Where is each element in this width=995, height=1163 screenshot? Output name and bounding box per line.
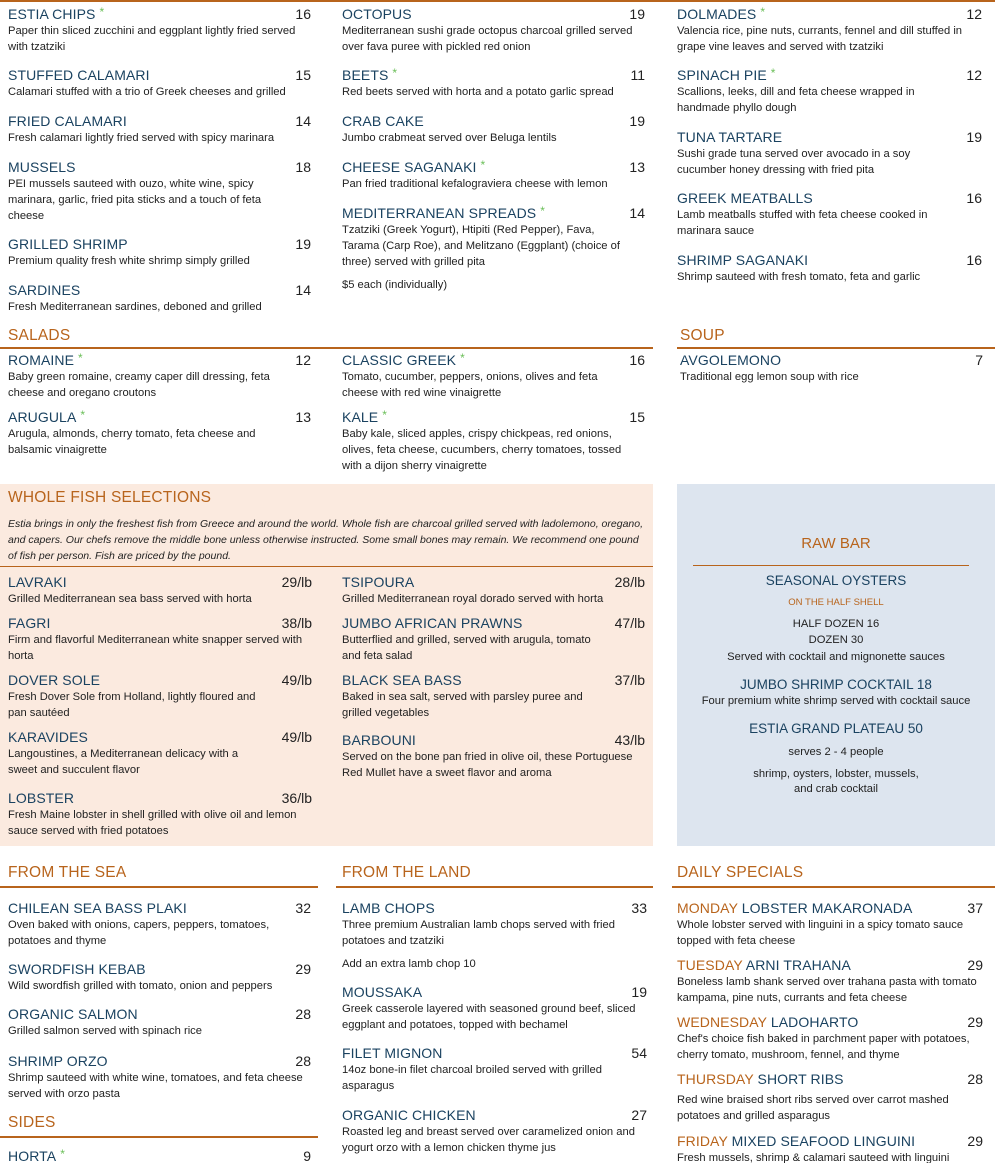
special-day: FRIDAY — [677, 1133, 728, 1149]
menu-item — [342, 1107, 647, 1156]
salads-rule — [0, 347, 653, 349]
item-name: STUFFED CALAMARI — [8, 67, 150, 83]
item-name: BEETS * — [342, 66, 398, 83]
veg-star: * — [80, 408, 86, 422]
oysters-dozen: DOZEN 30 — [808, 634, 864, 646]
item-price: 38/lb — [281, 615, 312, 631]
item-price: 16 — [966, 190, 982, 206]
item-description: Arugula, almonds, cherry tomato, feta cheese and balsamic vinaigrette — [8, 428, 256, 456]
item-name: LAMB CHOPS — [342, 900, 435, 916]
item-description: Boneless lamb shank served over trahana pasta with tomato kampama, pine nuts, currants and feta cheese — [677, 976, 977, 1004]
oysters-name: SEASONAL OYSTERS — [765, 573, 907, 588]
item-price: 19 — [295, 236, 311, 252]
item-name: GREEK MEATBALLS — [677, 190, 813, 206]
item-description: Grilled salmon served with spinach rice — [8, 1025, 202, 1037]
item-price: 19 — [631, 984, 647, 1000]
veg-star: * — [392, 66, 398, 80]
item-description: Scallions, leeks, dill and feta cheese wrapped in handmade phyllo dough — [677, 86, 915, 114]
special-day: THURSDAY — [677, 1071, 754, 1087]
item-price: 11 — [630, 67, 645, 83]
item-price: 14 — [629, 205, 645, 221]
item-description: Greek casserole layered with seasoned ground beef, sliced eggplant and potatoes, topped with bechamel — [342, 1003, 636, 1031]
item-description: Baked in sea salt, served with parsley puree and grilled vegetables — [342, 691, 583, 719]
menu-item — [8, 961, 311, 994]
item-description: PEI mussels sauteed with ouzo, white wine, spicy marinara, garlic, fried pita sticks and a touch of feta cheese — [8, 178, 262, 222]
oysters-half-dozen: HALF DOZEN 16 — [792, 618, 880, 630]
item-price: 37 — [967, 900, 983, 916]
menu-item — [8, 159, 311, 224]
menu-item — [342, 615, 645, 664]
special-item — [677, 900, 983, 949]
whole-fish-title: WHOLE FISH SELECTIONS — [8, 489, 212, 506]
item-price: 47/lb — [614, 615, 645, 631]
menu-item — [342, 574, 645, 607]
item-name: MONDAY LOBSTER MAKARONADA — [677, 900, 913, 916]
menu-item — [342, 984, 647, 1033]
from-the-sea-title: FROM THE SEA — [8, 864, 127, 881]
item-name: TUNA TARTARE — [677, 129, 783, 145]
daily-specials-title: DAILY SPECIALS — [677, 864, 804, 881]
item-name: ESTIA CHIPS * — [8, 5, 105, 22]
item-description: Pan fried traditional kefalograviera cheese with lemon — [342, 178, 608, 190]
menu-item — [8, 900, 311, 949]
menu-item — [8, 1053, 311, 1102]
item-name: THURSDAY SHORT RIBS — [677, 1071, 844, 1087]
item-name: GRILLED SHRIMP — [8, 236, 128, 252]
from-the-sea-rule — [0, 886, 318, 888]
special-day: TUESDAY — [677, 957, 743, 973]
item-name: SARDINES — [8, 282, 81, 298]
spreads-note: $5 each (individually) — [342, 279, 448, 291]
item-price: 7 — [975, 352, 983, 368]
menu-item — [8, 67, 311, 100]
veg-star: * — [540, 204, 546, 218]
item-price: 32 — [295, 900, 311, 916]
menu-item — [342, 732, 645, 781]
item-price: 29 — [295, 961, 311, 977]
menu-item — [342, 205, 645, 270]
item-price: 15 — [295, 67, 311, 83]
menu-item — [342, 672, 645, 721]
special-item — [677, 957, 983, 1006]
item-name: DOLMADES * — [677, 5, 766, 22]
item-description: Chef's choice fish baked in parchment paper with potatoes, cherry tomato, mushroom, fennel, and thyme — [677, 1033, 970, 1061]
menu-item — [342, 352, 645, 401]
menu-item — [8, 113, 311, 146]
item-name: CHEESE SAGANAKI * — [342, 158, 486, 175]
item-description: Paper thin sliced zucchini and eggplant lightly fried served with tzatziki — [8, 25, 296, 53]
menu-item — [8, 6, 311, 55]
item-price: 19 — [966, 129, 982, 145]
item-name: SPINACH PIE * — [677, 66, 776, 83]
item-price: 28 — [295, 1006, 311, 1022]
item-name: MEDITERRANEAN SPREADS * — [342, 204, 546, 221]
menu-item — [342, 1045, 647, 1094]
item-description: Traditional egg lemon soup with rice — [680, 371, 859, 383]
veg-star: * — [60, 1147, 65, 1161]
salads-title: SALADS — [8, 327, 71, 344]
item-name: FRIDAY MIXED SEAFOOD LINGUINI — [677, 1133, 916, 1149]
item-description: Baby green romaine, creamy caper dill dressing, feta cheese and oregano croutons — [8, 371, 270, 399]
menu-item — [8, 236, 311, 269]
item-price: 27 — [631, 1107, 647, 1123]
item-price: 12 — [966, 6, 982, 22]
item-description: Jumbo crabmeat served over Beluga lentils — [342, 132, 557, 144]
raw-bar-title: RAW BAR — [801, 535, 871, 552]
item-price: 43/lb — [614, 732, 645, 748]
veg-star: * — [480, 158, 486, 172]
appetizers-col-3 — [677, 0, 982, 300]
lamb-chop-note: Add an extra lamb chop 10 — [342, 958, 476, 970]
menu-item — [342, 6, 645, 55]
menu-item — [8, 672, 312, 721]
item-price: 49/lb — [281, 672, 312, 688]
item-price: 49/lb — [281, 729, 312, 745]
salads-col-1 — [8, 350, 311, 470]
menu-item — [342, 900, 647, 949]
veg-star: * — [770, 66, 776, 80]
item-price: 36/lb — [281, 790, 312, 806]
item-description: Red wine braised short ribs served over carrot mashed potatoes and grilled asparagus — [677, 1094, 949, 1122]
item-description: Red beets served with horta and a potato garlic spread — [342, 86, 614, 98]
item-description: Whole lobster served with linguini in a spicy tomato sauce topped with feta cheese — [677, 919, 964, 947]
veg-star: * — [382, 408, 387, 422]
item-name: OCTOPUS — [342, 6, 412, 22]
item-price: 19 — [629, 6, 645, 22]
menu-item — [8, 1006, 311, 1039]
grand-plateau-desc-1: shrimp, oysters, lobster, mussels, — [753, 768, 919, 780]
item-price: 13 — [629, 159, 645, 175]
from-the-land-rule — [336, 886, 653, 888]
menu-item — [342, 159, 645, 192]
appetizers-col-1 — [8, 0, 311, 330]
item-name: SHRIMP ORZO — [8, 1053, 108, 1069]
menu-item — [8, 409, 311, 458]
item-name: SWORDFISH KEBAB — [8, 961, 146, 977]
menu-item — [677, 190, 982, 239]
item-price: 29 — [967, 957, 983, 973]
whole-fish-rule — [0, 566, 653, 567]
item-name: SHRIMP SAGANAKI — [677, 252, 809, 268]
menu-item — [8, 790, 312, 839]
special-day: MONDAY — [677, 900, 738, 916]
item-description: Firm and flavorful Mediterranean white snapper served with horta — [8, 634, 303, 662]
sides-title: SIDES — [8, 1114, 56, 1131]
special-item — [677, 1014, 983, 1063]
menu-item — [342, 409, 645, 474]
item-name: FAGRI — [8, 615, 51, 631]
whole-fish-intro: Estia brings in only the freshest fish from Greece and around the world. Whole fish are charcoal grilled served with ladolemono, oregano, and capers. Our chefs remove the middle bone unless otherwise instructed. Some small bones may remain. We recommend one pound of fish per person. Fish are priced by the pound. — [8, 518, 643, 562]
from-the-land-title: FROM THE LAND — [342, 864, 471, 881]
whole-fish-col-1 — [8, 574, 312, 844]
item-description: Served on the bone pan fried in olive oil, these Portuguese Red Mullet have a sweet flavor and aroma — [342, 751, 633, 779]
item-name: CHILEAN SEA BASS PLAKI — [8, 900, 187, 916]
item-description: Fresh Maine lobster in shell grilled with olive oil and lemon sauce served with fried potatoes — [8, 809, 297, 837]
whole-fish-col-2 — [342, 574, 645, 794]
item-name: HORTA * — [8, 1147, 65, 1163]
item-name: ORGANIC CHICKEN — [342, 1107, 476, 1123]
daily-specials-rule — [672, 886, 995, 888]
veg-star: * — [78, 351, 83, 365]
item-description: Valencia rice, pine nuts, currants, fennel and dill stuffed in grape vine leaves and served with tzatziki — [677, 25, 963, 53]
item-name: ROMAINE * — [8, 351, 83, 368]
item-price: 13 — [295, 409, 311, 425]
special-item — [677, 1133, 983, 1163]
special-day: WEDNESDAY — [677, 1014, 767, 1030]
item-description: Roasted leg and breast served over caramelized onion and yogurt orzo with a lemon chicken thyme jus — [342, 1126, 635, 1154]
veg-star: * — [760, 5, 766, 19]
from-the-land-col — [342, 900, 647, 1163]
item-description: Butterflied and grilled, served with arugula, tomato and feta salad — [342, 634, 591, 662]
item-description: Baby kale, sliced apples, crispy chickpeas, red onions, olives, feta cheese, cucumbers, cherry tomatoes, tossed with a dijon sherry vinaigrette — [342, 428, 622, 472]
item-name: KALE * — [342, 408, 387, 425]
item-name: AVGOLEMONO — [680, 352, 782, 368]
raw-bar-rule — [693, 565, 969, 566]
item-price: 33 — [631, 900, 647, 916]
item-price: 15 — [629, 409, 645, 425]
sides-rule — [0, 1136, 318, 1138]
menu-item — [342, 113, 645, 146]
menu-item — [8, 282, 311, 315]
item-price: 28 — [967, 1071, 983, 1087]
item-description: Grilled Mediterranean royal dorado served with horta — [342, 593, 604, 605]
item-description: Calamari stuffed with a trio of Greek cheeses and grilled — [8, 86, 286, 98]
item-price: 12 — [295, 352, 311, 368]
menu-item — [8, 1148, 311, 1163]
item-price: 14 — [295, 113, 311, 129]
item-description: Tzatziki (Greek Yogurt), Htipiti (Red Pepper), Fava, Tarama (Carp Roe), and Melitzano (Eggplant) (choice of three) served with grilled pita — [342, 224, 620, 268]
item-price: 28 — [295, 1053, 311, 1069]
item-name: JUMBO AFRICAN PRAWNS — [342, 615, 523, 631]
item-price: 16 — [629, 352, 645, 368]
item-name: LOBSTER — [8, 790, 75, 806]
item-description: Three premium Australian lamb chops served with fried potatoes and tzatziki — [342, 919, 615, 947]
appetizers-col-2 — [342, 0, 645, 300]
grand-plateau-name: ESTIA GRAND PLATEAU 50 — [749, 721, 923, 736]
menu-item — [677, 67, 982, 116]
shrimp-cocktail-name: JUMBO SHRIMP COCKTAIL 18 — [740, 677, 932, 692]
menu-item — [680, 352, 983, 385]
item-name: MUSSELS — [8, 159, 76, 175]
item-price: 29 — [967, 1014, 983, 1030]
item-description: Fresh Mediterranean sardines, deboned and grilled — [8, 301, 262, 313]
item-name: DOVER SOLE — [8, 672, 101, 688]
item-name: BLACK SEA BASS — [342, 672, 462, 688]
item-description: Shrimp sauteed with fresh tomato, feta and garlic — [677, 271, 921, 283]
item-price: 29 — [967, 1133, 983, 1149]
item-description: Shrimp sauteed with white wine, tomatoes, and feta cheese served with orzo pasta — [8, 1072, 303, 1100]
veg-star: * — [99, 5, 105, 19]
item-description: Grilled Mediterranean sea bass served with horta — [8, 593, 252, 605]
veg-star: * — [460, 351, 465, 365]
item-price: 9 — [303, 1148, 311, 1163]
menu-item — [342, 67, 645, 100]
grand-plateau-serves: serves 2 - 4 people — [788, 746, 884, 758]
item-name: FRIED CALAMARI — [8, 113, 127, 129]
item-name: ORGANIC SALMON — [8, 1006, 138, 1022]
item-description: Fresh calamari lightly fried served with spicy marinara — [8, 132, 275, 144]
daily-specials-col — [677, 900, 983, 1163]
item-name: FILET MIGNON — [342, 1045, 443, 1061]
soup-title: SOUP — [680, 327, 725, 344]
item-description: Lamb meatballs stuffed with feta cheese cooked in marinara sauce — [677, 209, 928, 237]
item-name: TSIPOURA — [342, 574, 415, 590]
item-name: ARUGULA * — [8, 408, 86, 425]
item-description: Mediterranean sushi grade octopus charcoal grilled served over fava puree with pickled red onion — [342, 25, 633, 53]
soup-rule — [677, 347, 995, 349]
menu-item — [677, 129, 982, 178]
item-name: CRAB CAKE — [342, 113, 424, 129]
item-description: Langoustines, a Mediterranean delicacy with a sweet and succulent flavor — [8, 748, 239, 776]
menu-item — [677, 252, 982, 285]
oysters-desc: Served with cocktail and mignonette sauces — [727, 651, 945, 663]
item-description: Tomato, cucumber, peppers, onions, olives and feta cheese with red wine vinaigrette — [342, 371, 598, 399]
shrimp-cocktail-desc: Four premium white shrimp served with cocktail sauce — [701, 695, 971, 707]
item-price: 28/lb — [614, 574, 645, 590]
item-price: 29/lb — [281, 574, 312, 590]
item-price: 12 — [966, 67, 982, 83]
item-price: 16 — [295, 6, 311, 22]
item-name: TUESDAY ARNI TRAHANA — [677, 957, 851, 973]
menu-item — [8, 729, 312, 778]
from-the-sea-col — [8, 900, 311, 1110]
item-description: Oven baked with onions, capers, peppers, tomatoes, potatoes and thyme — [8, 919, 270, 947]
item-price: 18 — [295, 159, 311, 175]
item-description: Fresh Dover Sole from Holland, lightly floured and pan sautéed — [8, 691, 256, 719]
item-price: 19 — [629, 113, 645, 129]
item-name: CLASSIC GREEK * — [342, 351, 465, 368]
item-name: KARAVIDES — [8, 729, 88, 745]
item-name: WEDNESDAY LADOHARTO — [677, 1014, 859, 1030]
item-name: MOUSSAKA — [342, 984, 423, 1000]
oysters-sub: ON THE HALF SHELL — [788, 597, 884, 608]
menu-item — [8, 574, 312, 607]
item-name: BARBOUNI — [342, 732, 416, 748]
menu-item — [677, 6, 982, 55]
item-description: Sushi grade tuna served over avocado in a soy cucumber honey dressing with fried pita — [677, 148, 911, 176]
menu-item — [8, 352, 311, 401]
item-price: 54 — [631, 1045, 647, 1061]
item-description: 14oz bone-in filet charcoal broiled served with grilled asparagus — [342, 1064, 602, 1092]
item-price: 14 — [295, 282, 311, 298]
menu-item — [8, 615, 312, 664]
grand-plateau-desc-2: and crab cocktail — [794, 783, 878, 795]
item-price: 16 — [966, 252, 982, 268]
item-description: Wild swordfish grilled with tomato, onion and peppers — [8, 980, 273, 992]
special-item — [677, 1071, 983, 1124]
item-description: Fresh mussels, shrimp & calamari sauteed with linguini — [677, 1152, 950, 1163]
salads-col-2 — [342, 350, 645, 480]
item-name: LAVRAKI — [8, 574, 67, 590]
item-price: 37/lb — [614, 672, 645, 688]
item-description: Premium quality fresh white shrimp simply grilled — [8, 255, 250, 267]
